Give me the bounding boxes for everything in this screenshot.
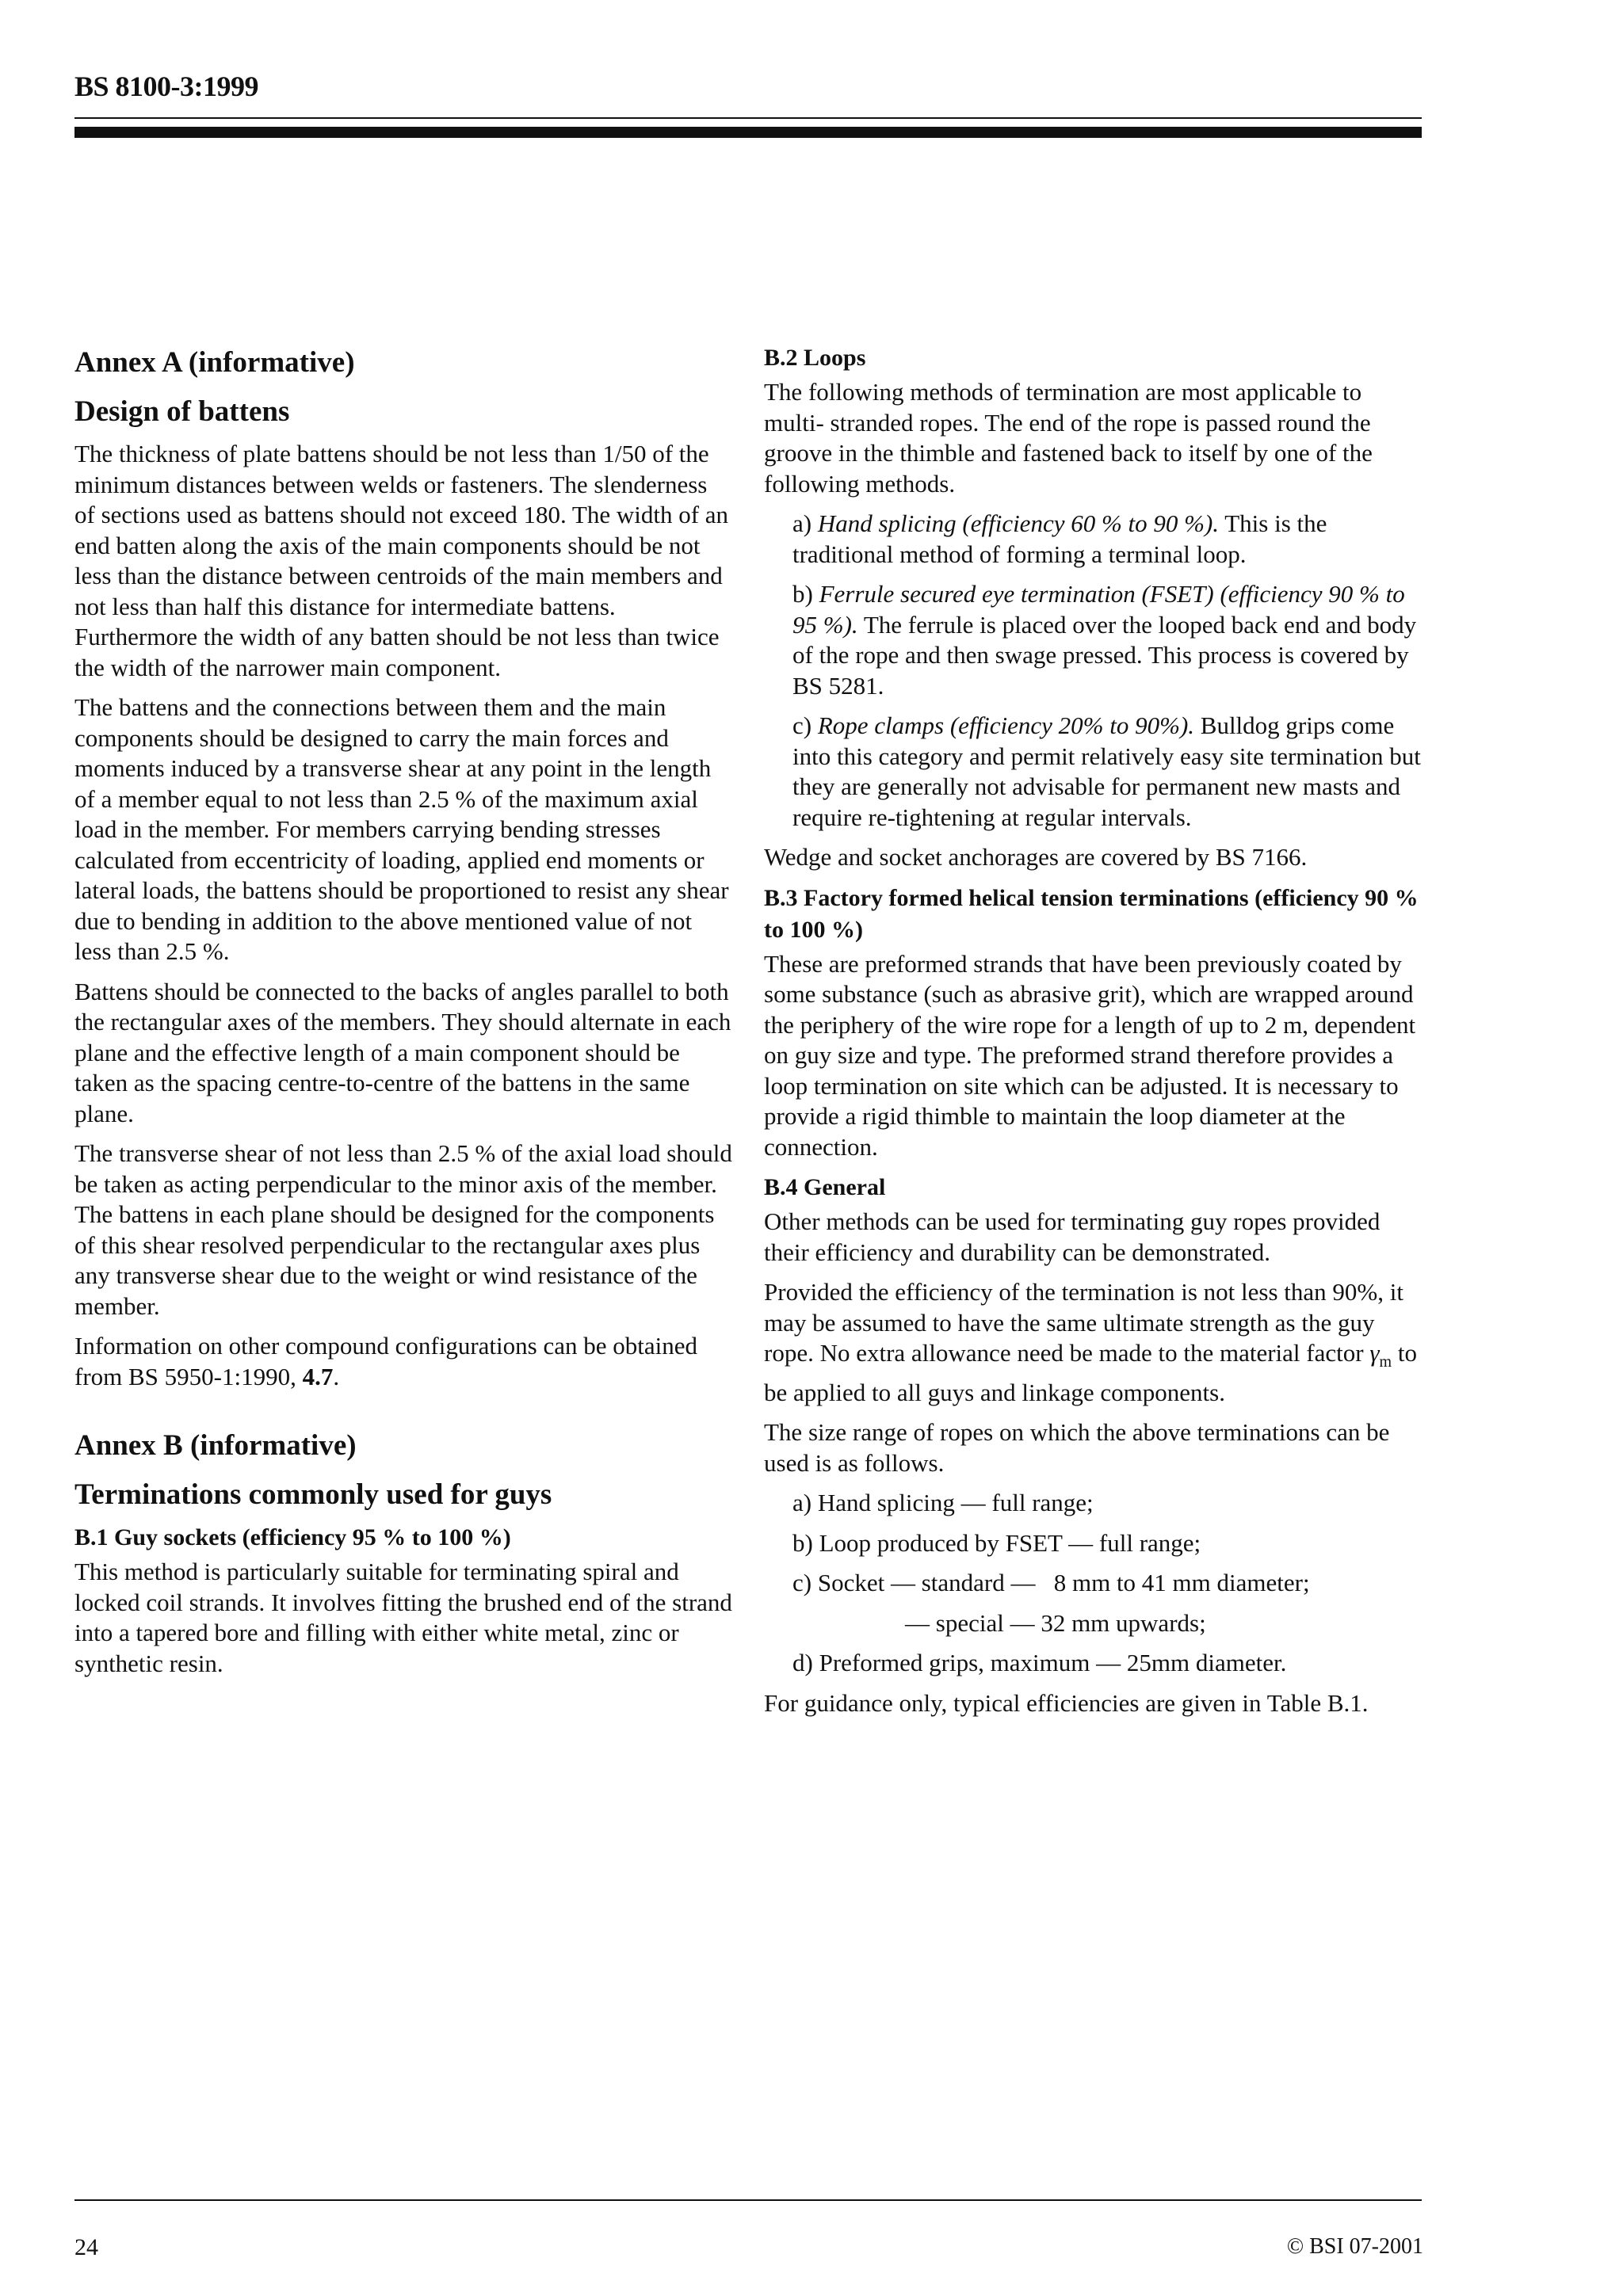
info-clause-ref: 4.7 bbox=[302, 1362, 334, 1390]
annex-a-paragraph: Battens should be connected to the backs of angles parallel to both the rectangular axes of the members. They should alternate in each plane and the effective length of a main component should be taken as the spacing centre-to-centre of the battens in the same plane. bbox=[74, 977, 731, 1127]
item-text: Bulldog grips come into this category and permit relatively easy site termination but they are generally not advisable for permanent new masts and require re-tightening at regular intervals. bbox=[792, 711, 1421, 831]
b2-heading: B.2 Loops bbox=[764, 345, 866, 371]
info-text: Information on other compound configurations can be obtained from BS 5950-1:1990, bbox=[74, 1332, 697, 1390]
header-rule-thin bbox=[74, 117, 1422, 119]
gamma-symbol: γ bbox=[1369, 1339, 1380, 1367]
b4-text: The size range of ropes on which the above terminations can be used is as follows. bbox=[764, 1418, 1390, 1477]
b3-heading: B.3 Factory formed helical tension terminations (efficiency 90 % to 100 %) bbox=[764, 884, 1419, 943]
annex-a-paragraph: The battens and the connections between them and the main components should be designed to carry the main forces and moments induced by a transverse shear at any point in the length of a member equal to not less than 2.5 % of the maximum axial load in the member. For members carrying bending stresses calculated from eccentricity of loading, applied end moments or lateral loads, the battens should be proportioned to resist any shear due to bending in addition to the above mentioned value of not less than 2.5 %. bbox=[74, 693, 729, 965]
b3-text: These are preformed strands that have been previously coated by some substance (such as abrasive grit), which are wrapped around the periphery of the wire rope for a length of up to 2 m, dependent on guy size and type. The preformed strand therefore provides a loop termination on site which can be adjusted. It is necessary to provide a rigid thimble to maintain the loop diameter at the connection. bbox=[764, 949, 1416, 1161]
size-list-item: a) Hand splicing — full range; bbox=[792, 1489, 1094, 1517]
page-number: 24 bbox=[74, 2234, 98, 2260]
size-list-item: b) Loop produced by FSET — full range; bbox=[792, 1528, 1201, 1557]
annex-a-paragraph: The thickness of plate battens should be not less than 1/50 of the minimum distances between welds or fasteners. The slenderness of sections used as battens should not exceed 180. The width of an end batten along the axis of the main components should be not less than the distance between centroids of the main members and not less than half this distance for intermediate battens. Furthermore the width of any batten should be not less than twice the width of the narrower main component. bbox=[74, 440, 729, 681]
item-title: Ferrule secured eye termination (FSET) (efficiency 90 % to 95 %). bbox=[792, 580, 1405, 639]
size-list-item: c) Socket — standard — 8 mm to 41 mm diameter; bbox=[792, 1569, 1310, 1597]
footer-rule bbox=[74, 2199, 1422, 2201]
item-title: Rope clamps (efficiency 20% to 90%). bbox=[817, 711, 1195, 739]
copyright: © BSI 07-2001 bbox=[1286, 2234, 1423, 2259]
b4-text: Other methods can be used for terminating guy ropes provided their efficiency and durability can be demonstrated. bbox=[764, 1207, 1381, 1266]
standard-title: BS 8100-3:1999 bbox=[74, 71, 259, 102]
annex-a-paragraph: The transverse shear of not less than 2.5 % of the axial load should be taken as acting perpendicular to the minor axis of the member. The battens in each plane should be designed for the components of this shear resolved perpendicular to the rectangular axes plus any transverse shear due to the weight or wind resistance of the member. bbox=[74, 1139, 732, 1320]
b2-wedge: Wedge and socket anchorages are covered by BS 7166. bbox=[764, 843, 1308, 871]
b4-heading: B.4 General bbox=[764, 1174, 886, 1200]
b2-text: The following methods of termination are most applicable to multi- stranded ropes. The end of the rope is passed round the groove in the thimble and fastened back to itself by one of the following methods. bbox=[764, 378, 1373, 498]
right-column bbox=[764, 342, 1422, 1728]
annex-a-title: Annex A (informative) bbox=[74, 346, 355, 379]
item-text: This is the traditional method of forming a terminal loop. bbox=[792, 509, 1327, 568]
annex-b-title: Annex B (informative) bbox=[74, 1429, 357, 1462]
annex-b-subtitle: Terminations commonly used for guys bbox=[74, 1478, 552, 1511]
item-prefix: c) bbox=[792, 711, 818, 739]
left-column bbox=[74, 341, 732, 1688]
item-title: Hand splicing (efficiency 60 % to 90 %). bbox=[817, 509, 1220, 537]
gamma-subscript: m bbox=[1379, 1353, 1392, 1371]
info-end: . bbox=[333, 1362, 340, 1390]
b1-text: This method is particularly suitable for terminating spiral and locked coil strands. It involves fitting the brushed end of the strand into a tapered bore and filling with either white metal, zinc or synthetic resin. bbox=[74, 1558, 732, 1677]
b2-item-c bbox=[764, 711, 1422, 833]
b4-text-gamma bbox=[764, 1277, 1422, 1408]
b4-guidance: For guidance only, typical efficiencies are given in Table B.1. bbox=[764, 1688, 1369, 1717]
b1-heading: B.1 Guy sockets (efficiency 95 % to 100 %) bbox=[74, 1524, 511, 1550]
item-prefix: b) bbox=[792, 580, 819, 608]
b2-item-a bbox=[764, 509, 1422, 570]
item-prefix: a) bbox=[792, 509, 818, 537]
header-rule-thick bbox=[74, 127, 1422, 138]
item-text: The ferrule is placed over the looped back end and body of the rope and then swage pressed. This process is covered by BS 5281. bbox=[792, 610, 1417, 700]
text-part: Provided the efficiency of the termination is not less than 90%, it may be assumed to have the same ultimate strength as the guy rope. No extra allowance need be made to the material factor bbox=[764, 1278, 1403, 1367]
size-list-item-special: — special — 32 mm upwards; bbox=[905, 1608, 1206, 1637]
annex-a-subtitle: Design of battens bbox=[74, 395, 290, 428]
annex-a-info bbox=[74, 1331, 732, 1392]
b2-item-b bbox=[764, 579, 1422, 701]
text-part: to be applied to all guys and linkage components. bbox=[764, 1339, 1417, 1406]
size-list-item: d) Preformed grips, maximum — 25mm diameter. bbox=[792, 1649, 1287, 1677]
